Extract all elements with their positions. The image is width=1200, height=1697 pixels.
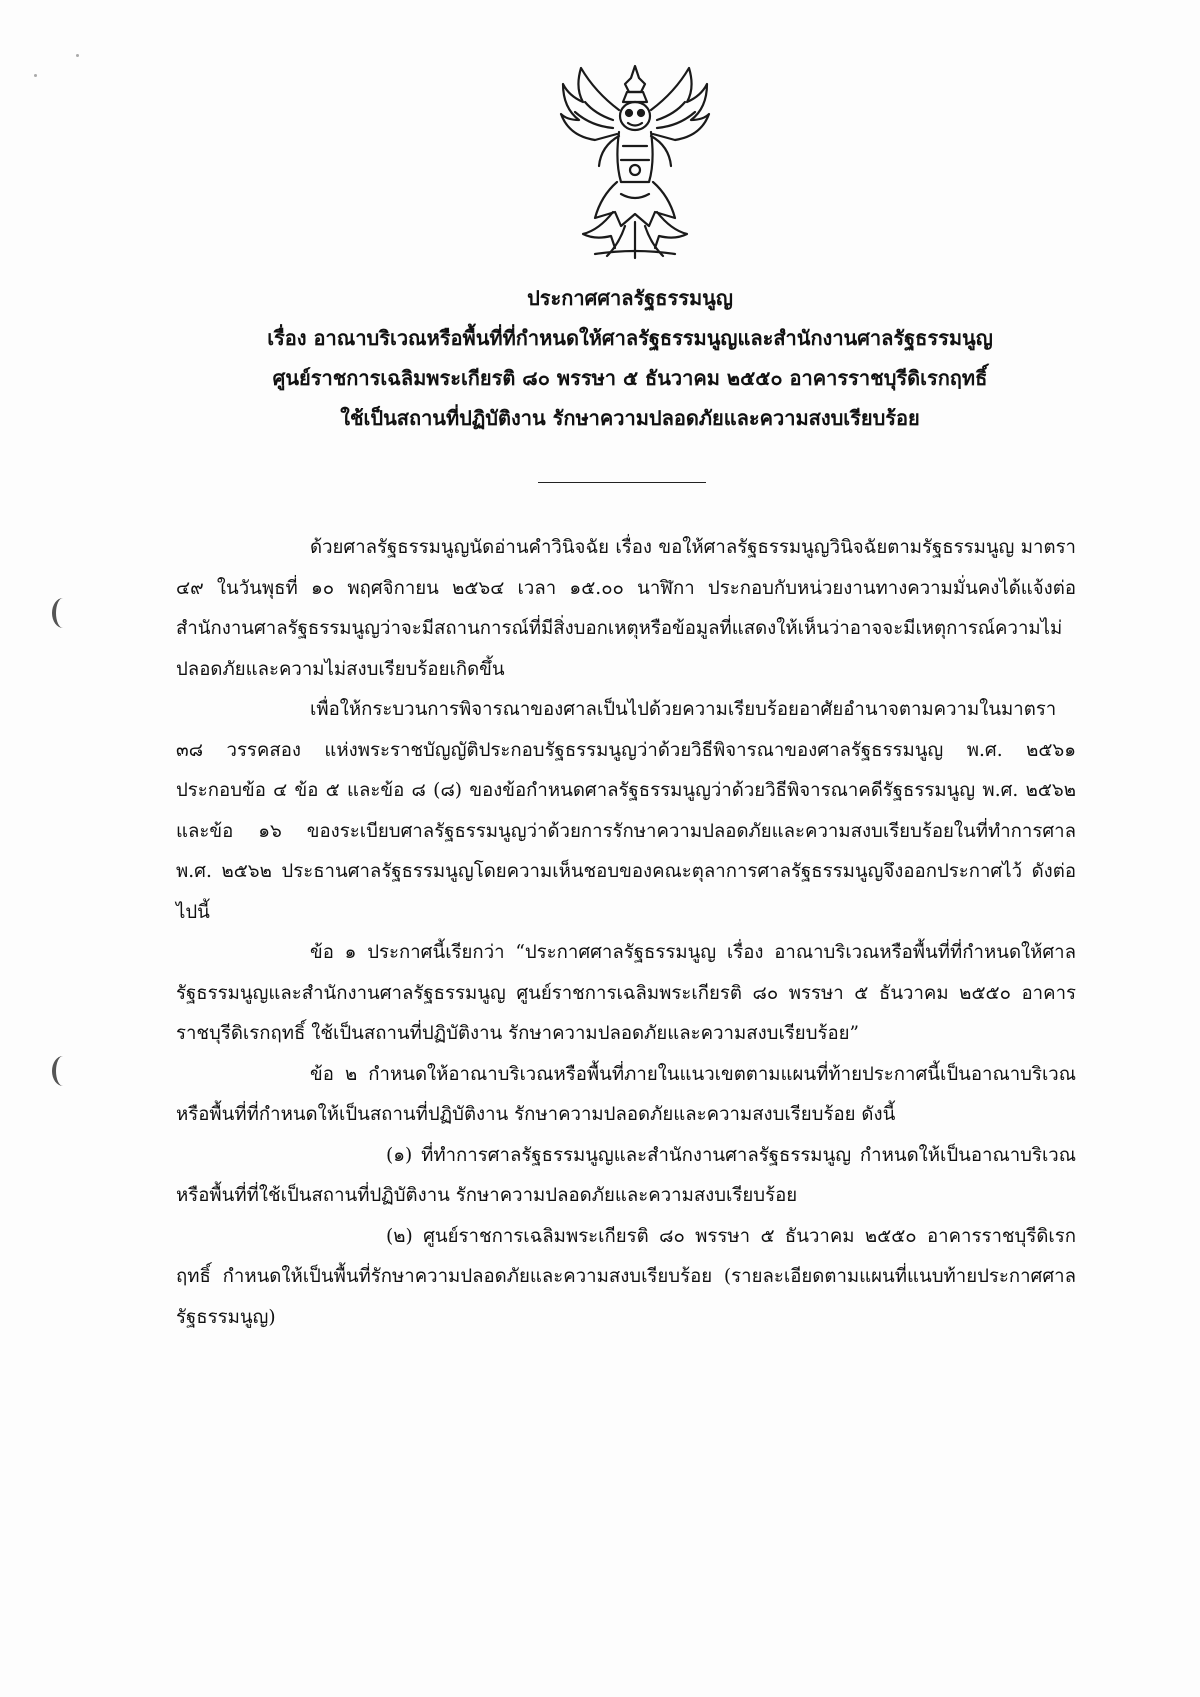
clause-2-item-2: (๒) ศูนย์ราชการเฉลิมพระเกียรติ ๘๐ พรรษา ๕ ธันวาคม ๒๕๕๐ อาคารราชบุรีดิเรกฤทธิ์ กำหนดให้เป็นพื้นที่รักษาความปลอดภัยและความสงบเรียบร้อย (รายละเอียดตามแผนที่แนบท้ายประกาศศาลรัฐธรรมนูญ): [176, 1225, 1076, 1328]
punch-hole-mark: [52, 1056, 74, 1086]
scan-speck: [76, 54, 79, 57]
clause-2: ข้อ ๒ กำหนดให้อาณาบริเวณหรือพื้นที่ภายในแนวเขตตามแผนที่ท้ายประกาศนี้เป็นอาณาบริเวณหรือพื้นที่ที่กำหนดให้เป็นสถานที่ปฏิบัติงาน รักษาความปลอดภัยและความสงบเรียบร้อย ดังนี้: [176, 1063, 1076, 1125]
announcement-title: [180, 278, 1080, 438]
clause-1: ข้อ ๑ ประกาศนี้เรียกว่า “ประกาศศาลรัฐธรรมนูญ เรื่อง อาณาบริเวณหรือพื้นที่ที่กำหนดให้ศาลรัฐธรรมนูญและสำนักงานศาลรัฐธรรมนูญ ศูนย์ราชการเฉลิมพระเกียรติ ๘๐ พรรษา ๕ ธันวาคม ๒๕๕๐ อาคารราชบุรีดิเรกฤทธิ์ ใช้เป็นสถานที่ปฏิบัติงาน รักษาความปลอดภัยและความสงบเรียบร้อย”: [176, 942, 1076, 1044]
title-line-3: ศูนย์ราชการเฉลิมพระเกียรติ ๘๐ พรรษา ๕ ธันวาคม ๒๕๕๐ อาคารราชบุรีดิเรกฤทธิ์: [272, 366, 988, 390]
title-line-1: ประกาศศาลรัฐธรรมนูญ: [527, 286, 733, 310]
clause-2-item-1: (๑) ที่ทำการศาลรัฐธรรมนูญและสำนักงานศาลรัฐธรรมนูญ กำหนดให้เป็นอาณาบริเวณหรือพื้นที่ที่ใช้เป็นสถานที่ปฏิบัติงาน รักษาความปลอดภัยและความสงบเรียบร้อย: [176, 1144, 1076, 1206]
scan-speck: [34, 74, 37, 77]
title-divider: [538, 482, 706, 483]
title-line-2: เรื่อง อาณาบริเวณหรือพื้นที่ที่กำหนดให้ศาลรัฐธรรมนูญและสำนักงานศาลรัฐธรรมนูญ: [267, 326, 993, 350]
paragraph-authority: เพื่อให้กระบวนการพิจารณาของศาลเป็นไปด้วยความเรียบร้อยอาศัยอำนาจตามความในมาตรา ๓๘ วรรคสอง แห่งพระราชบัญญัติประกอบรัฐธรรมนูญว่าด้วยวิธีพิจารณาของศาลรัฐธรรมนูญ พ.ศ. ๒๕๖๑ ประกอบข้อ ๔ ข้อ ๕ และข้อ ๘ (๘) ของข้อกำหนดศาลรัฐธรรมนูญว่าด้วยวิธีพิจารณาคดีรัฐธรรมนูญ พ.ศ. ๒๕๖๒ และข้อ ๑๖ ของระเบียบศาลรัฐธรรมนูญว่าด้วยการรักษาความปลอดภัยและความสงบเรียบร้อยในที่ทำการศาล พ.ศ. ๒๕๖๒ ประธานศาลรัฐธรรมนูญโดยความเห็นชอบของคณะตุลาการศาลรัฐธรรมนูญจึงออกประกาศไว้ ดังต่อไปนี้: [176, 699, 1076, 923]
garuda-emblem-icon: [555, 62, 715, 262]
announcement-body: [176, 528, 1076, 1338]
paragraph-preamble: ด้วยศาลรัฐธรรมนูญนัดอ่านคำวินิจฉัย เรื่อง ขอให้ศาลรัฐธรรมนูญวินิจฉัยตามรัฐธรรมนูญ มาตรา ๔๙ ในวันพุธที่ ๑๐ พฤศจิกายน ๒๕๖๔ เวลา ๑๕.๐๐ นาฬิกา ประกอบกับหน่วยงานทางความมั่นคงได้แจ้งต่อสำนักงานศาลรัฐธรรมนูญว่าจะมีสถานการณ์ที่มีสิ่งบอกเหตุหรือข้อมูลที่แสดงให้เห็นว่าอาจจะมีเหตุการณ์ความไม่ปลอดภัยและความไม่สงบเรียบร้อยเกิดขึ้น: [176, 537, 1076, 680]
punch-hole-mark: [52, 598, 74, 628]
title-line-4: ใช้เป็นสถานที่ปฏิบัติงาน รักษาความปลอดภัยและความสงบเรียบร้อย: [340, 406, 920, 430]
